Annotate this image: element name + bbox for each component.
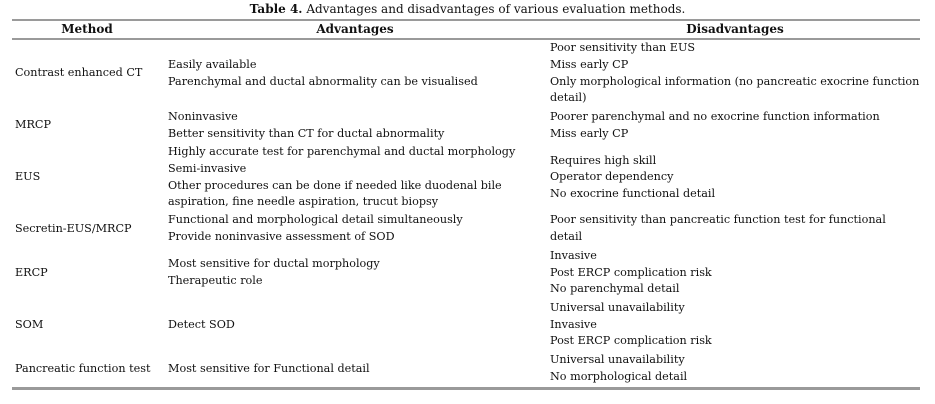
advantage-item: Noninvasive: [168, 109, 238, 123]
advantage-item: Easily available: [168, 57, 257, 71]
method-cell: MRCP: [15, 118, 51, 132]
advantage-item: Most sensitive for Functional detail: [168, 361, 370, 375]
disadvantage-item: Miss early CP: [550, 126, 629, 140]
advantage-item: Therapeutic role: [168, 274, 263, 287]
advantages-cell: [162, 109, 542, 142]
advantages-cell: [162, 256, 542, 289]
advantage-item: Most sensitive for ductal morphology: [168, 257, 380, 271]
disadvantages-cell: [542, 153, 920, 203]
advantages-cell: [162, 144, 542, 210]
table-row: [12, 211, 920, 247]
disadvantages-cell: [542, 109, 920, 142]
disadvantage-item: Poor sensitivity than pancreatic function test for functional detail: [550, 213, 886, 243]
advantage-item: Parenchymal and ductal abnormality can be visualised: [168, 74, 478, 88]
disadvantage-item: Operator dependency: [550, 170, 674, 184]
disadvantages-cell: [542, 352, 920, 385]
disadvantages-cell: [542, 212, 920, 245]
disadvantage-item: Invasive: [550, 317, 597, 331]
table-row: [12, 247, 920, 299]
method-cell: Contrast enhanced CT: [15, 66, 143, 80]
advantage-item: Highly accurate test for parenchymal and ductal morphology: [168, 145, 516, 159]
disadvantage-item: Miss early CP: [550, 57, 629, 71]
table-row: [12, 299, 920, 351]
disadvantage-item: Poor sensitivity than EUS: [550, 41, 696, 55]
header-disadvantages: Disadvantages: [686, 22, 784, 36]
advantage-item: Better sensitivity than CT for ductal abnormality: [168, 126, 445, 140]
table-row: [12, 351, 920, 387]
advantage-item: Other procedures can be done if needed like duodenal bile aspiration, fine needle aspiration, trucut biopsy: [168, 178, 502, 209]
table-caption-text: Advantages and disadvantages of various evaluation methods.: [302, 2, 686, 16]
disadvantages-cell: [542, 300, 920, 350]
disadvantage-item: No morphological detail: [550, 370, 688, 383]
disadvantages-cell: [542, 40, 920, 106]
table-row: [12, 40, 920, 107]
advantages-cell: [162, 361, 542, 378]
disadvantage-item: Post ERCP complication risk: [550, 334, 712, 348]
disadvantage-item: Only morphological information (no pancreatic exocrine function detail): [550, 74, 920, 105]
advantage-item: Functional and morphological detail simultaneously: [168, 213, 463, 227]
table-row: [12, 107, 920, 144]
method-cell: EUS: [15, 170, 41, 184]
method-cell: Pancreatic function test: [15, 361, 151, 375]
disadvantage-item: Post ERCP complication risk: [550, 265, 712, 279]
table-caption-label: Table 4.: [249, 2, 303, 16]
disadvantage-item: Poorer parenchymal and no exocrine function information: [550, 109, 880, 123]
table-header-row: [12, 21, 920, 40]
method-cell: SOM: [15, 317, 44, 331]
advantage-item: Provide noninvasive assessment of SOD: [168, 230, 395, 243]
advantages-cell: [162, 212, 542, 245]
advantages-cell: [162, 57, 542, 90]
disadvantage-item: Requires high skill: [550, 153, 657, 167]
evaluation-methods-table: [12, 19, 920, 390]
advantage-item: Semi-invasive: [168, 161, 247, 175]
method-cell: Secretin-EUS/MRCP: [15, 221, 132, 235]
table-caption: [0, 2, 935, 17]
header-method: Method: [61, 22, 113, 36]
disadvantage-item: Universal unavailability: [550, 353, 685, 367]
disadvantages-cell: [542, 248, 920, 298]
advantage-item: Detect SOD: [168, 317, 235, 331]
advantages-cell: [162, 317, 542, 334]
disadvantage-item: No exocrine functional detail: [550, 186, 716, 200]
disadvantage-item: No parenchymal detail: [550, 282, 680, 296]
disadvantage-item: Invasive: [550, 249, 597, 263]
method-cell: ERCP: [15, 265, 48, 279]
disadvantage-item: Universal unavailability: [550, 301, 685, 315]
table-row: [12, 144, 920, 211]
header-advantages: Advantages: [316, 22, 394, 36]
